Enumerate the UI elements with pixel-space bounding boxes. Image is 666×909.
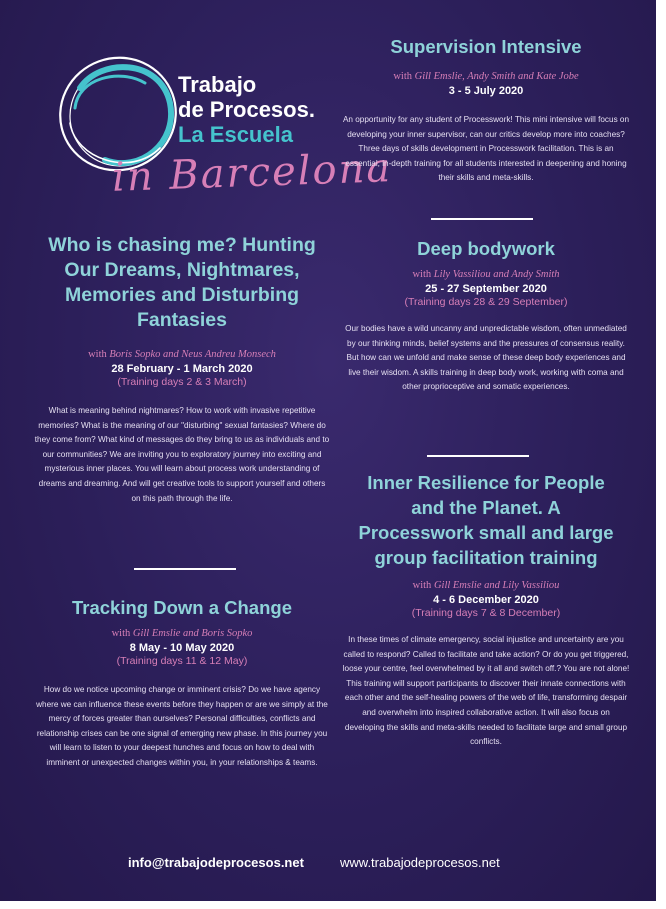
tracking-facilitators: with Gill Emslie and Boris Sopko [111,628,253,639]
resilience-facilitators: with Gill Emslie and Lily Vassiliou [412,580,560,591]
section-resilience [336,470,636,750]
section-supervision [336,34,636,186]
section-tracking [28,595,336,771]
bodywork-title: Deep bodywork [417,238,555,259]
logo-line-1: Trabajo [178,72,257,97]
resilience-description: In these times of climate emergency, social injustice and uncertainty are you called to respond? Called to facilitate and take action? Or do you get triggered, loose your centre, feel overwhelmed by it all and switch off.? You are not alone! This training will support participants to discover their innate connections with each other and the self-healing powers of the web of life, transforming despair and overwhelm into inspired collaborative action. It will also focus on developing the skills and meta-skills needed to facilitate large and small group conflicts. [342,635,630,747]
supervision-facilitators: with Gill Emslie, Andy Smith and Kate Jobe [393,71,579,82]
divider [134,568,236,570]
tracking-title: Tracking Down a Change [72,597,292,618]
logo-script: in Barcelona [111,145,393,201]
bodywork-training-days: (Training days 28 & 29 September) [404,296,568,308]
supervision-title: Supervision Intensive [390,36,582,57]
chasing-description: What is meaning behind nightmares? How to work with invasive repetitive memories? What is the meaning of our "disturbing" sexual fantasies? Where do they come from? What kind of messages do they bring to us as individuals and to our communities? We are inviting you to exploratory journey into exciting and mysterious inner places. You will learn about process work understanding of dreams and dreaming. And will get creative tools to support yourself and others on this path through the life. [34,406,330,503]
bodywork-description: Our bodies have a wild uncanny and unpredictable wisdom, often unmediated by our thinking minds, belief systems and the pressures of consensus reality. But how can we unfold and make sense of these deep body experiences and live their wisdom. A skills training in deep body work, working with coma and other proprioceptive and somatic experiences. [345,324,627,392]
section-chasing [28,233,336,506]
supervision-dates: 3 - 5 July 2020 [448,85,524,97]
logo-line-2: de Procesos. [178,97,315,122]
resilience-training-days: (Training days 7 & 8 December) [411,607,561,619]
chasing-dates: 28 February - 1 March 2020 [111,363,253,375]
resilience-dates: 4 - 6 December 2020 [433,594,539,606]
resilience-title: Inner Resilience for People and the Planet. A Processwork small and large group facilitation training [358,472,614,568]
chasing-title: Who is chasing me? Hunting Our Dreams, Nightmares, Memories and Disturbing Fantasies [48,234,316,331]
bodywork-dates: 25 - 27 September 2020 [425,283,547,295]
bodywork-facilitators: with Lily Vassiliou and Andy Smith [412,269,560,280]
chasing-training-days: (Training days 2 & 3 March) [117,376,247,388]
tracking-training-days: (Training days 11 & 12 May) [116,655,248,667]
tracking-description: How do we notice upcoming change or imminent crisis? Do we have agency where we can influence these events before they happen or are we simply at the mercy of forces greater than ourselves? Personal difficulties, conflicts and relationship crises can be one signal of emerging new phase. In this journey you will learn to listen to your deepest hunches and focus on how to deal with imminent or unexpected changes within you, in your relationships & teams. [36,685,328,767]
divider [427,455,529,457]
section-bodywork [336,236,636,395]
divider [431,218,533,220]
footer-email-link[interactable]: info@trabajodeprocesos.net [128,855,304,870]
footer-website-link[interactable]: www.trabajodeprocesos.net [340,855,500,870]
supervision-description: An opportunity for any student of Processwork! This mini intensive will focus on developing your inner supervisor, can our critics develop more into coaches? Three days of skills development in Processwork facilitation. This is an essential, in-depth training for all students interested in deepening and honing their skills and meta-skills. [342,115,630,183]
logo-line-3: La Escuela [178,122,293,147]
chasing-facilitators: with Boris Sopko and Neus Andreu Monsech [88,349,276,360]
tracking-dates: 8 May - 10 May 2020 [129,642,235,654]
